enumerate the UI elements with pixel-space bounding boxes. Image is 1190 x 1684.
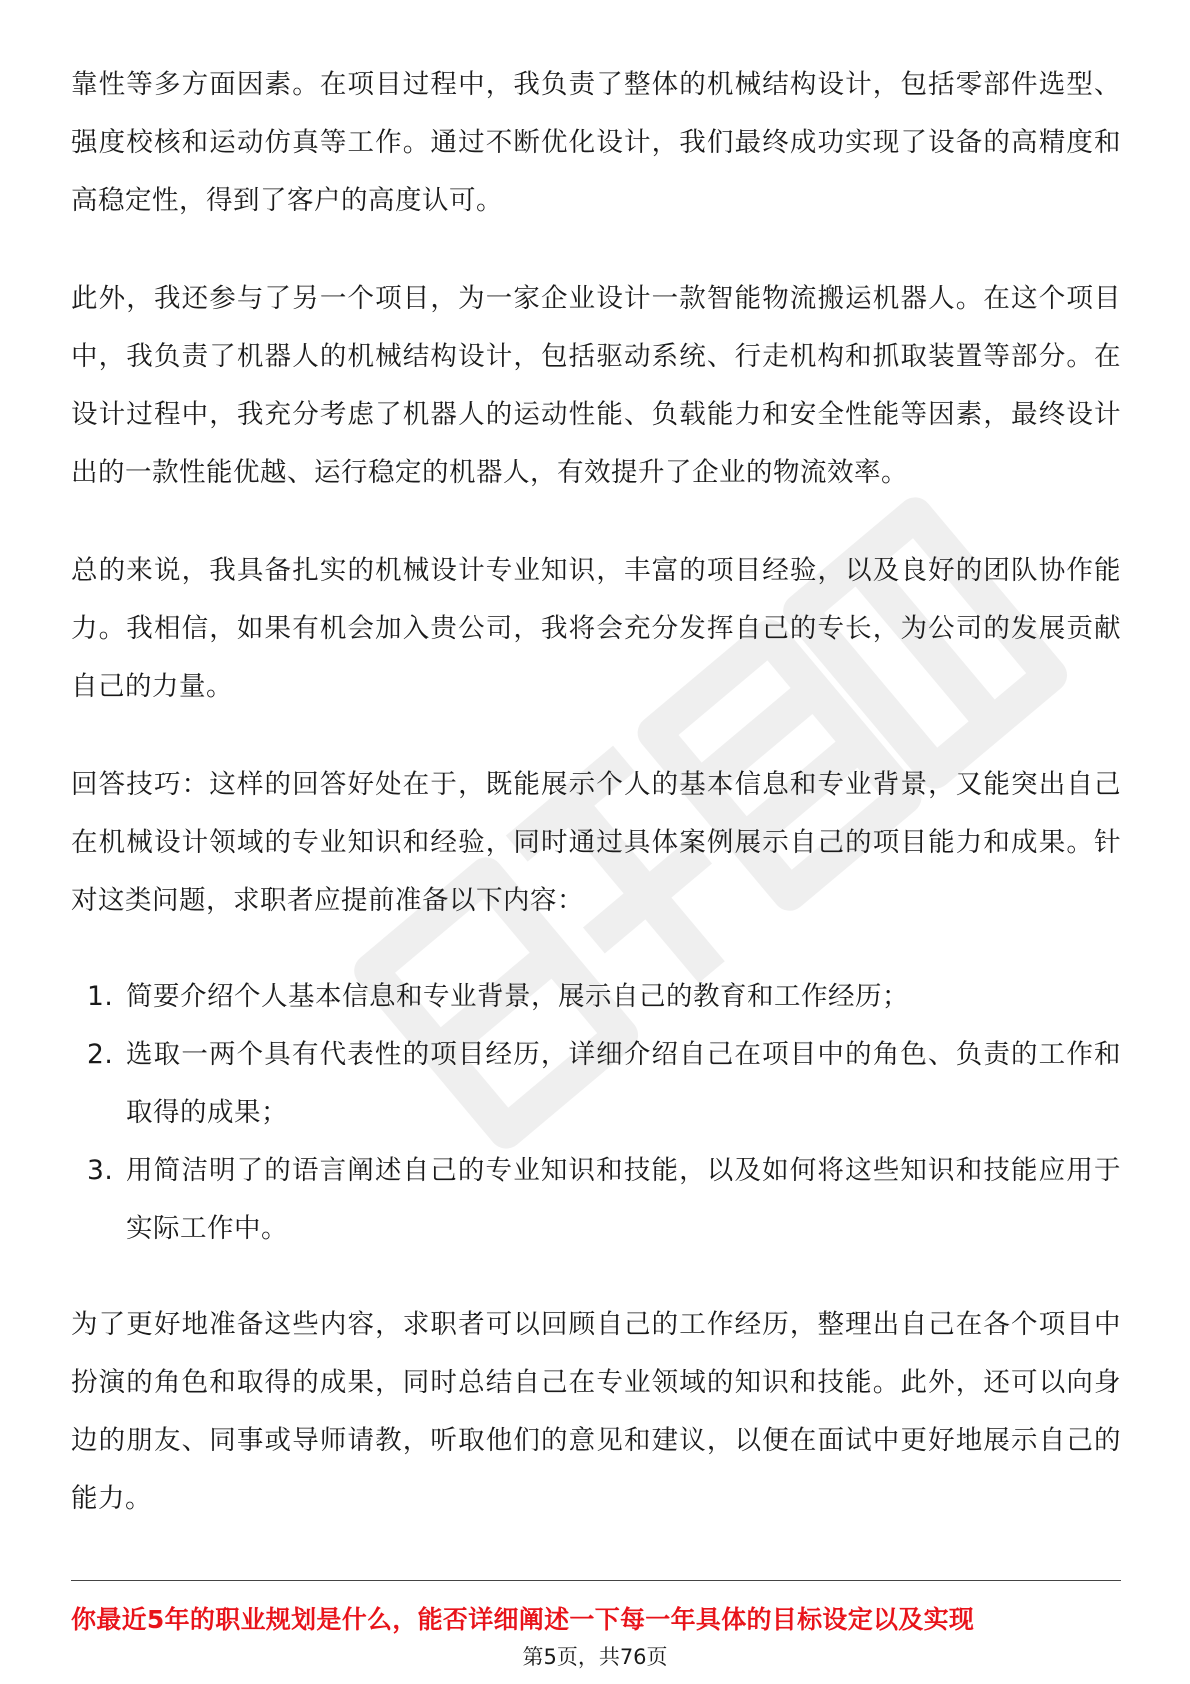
next-question-heading: 你最近5年的职业规划是什么，能否详细阐述一下每一年具体的目标设定以及实现 — [71, 1605, 975, 1634]
list-item-number: 2. — [87, 1039, 114, 1070]
list-item — [71, 968, 1121, 1026]
footer-divider — [71, 1580, 1121, 1581]
paragraph-project-2: 此外，我还参与了另一个项目，为一家企业设计一款智能物流搬运机器人。在这个项目中，我负责了机器人的机械结构设计，包括驱动系统、行走机构和抓取装置等部分。在设计过程中，我充分考虑了机器人的运动性能、负载能力和安全性能等因素，最终设计出的一款性能优越、运行稳定的机器人，有效提升了企业的物流效率。 — [71, 283, 1121, 488]
list-item-text: 用简洁明了的语言阐述自己的专业知识和技能，以及如何将这些知识和技能应用于实际工作中。 — [126, 1155, 1121, 1244]
paragraph-project-1-continued: 靠性等多方面因素。在项目过程中，我负责了整体的机械结构设计，包括零部件选型、强度校核和运动仿真等工作。通过不断优化设计，我们最终成功实现了设备的高精度和高稳定性，得到了客户的高度认可。 — [71, 69, 1121, 216]
paragraph-answer-tips: 回答技巧：这样的回答好处在于，既能展示个人的基本信息和专业背景，又能突出自己在机械设计领域的专业知识和经验，同时通过具体案例展示自己的项目能力和成果。针对这类问题，求职者应提前准备以下内容： — [71, 769, 1121, 916]
list-item — [71, 1026, 1121, 1142]
preparation-list — [71, 968, 1121, 1258]
list-item-text: 选取一两个具有代表性的项目经历，详细介绍自己在项目中的角色、负责的工作和取得的成果； — [126, 1039, 1121, 1128]
list-item-number: 1. — [87, 981, 114, 1012]
list-item-text: 简要介绍个人基本信息和专业背景，展示自己的教育和工作经历； — [126, 981, 909, 1012]
main-content — [71, 56, 1121, 1528]
paragraph-preparation-advice: 为了更好地准备这些内容，求职者可以回顾自己的工作经历，整理出自己在各个项目中扮演的角色和取得的成果，同时总结自己在专业领域的知识和技能。此外，还可以向身边的朋友、同事或导师请教，听取他们的意见和建议，以便在面试中更好地展示自己的能力。 — [71, 1309, 1121, 1514]
list-item-number: 3. — [87, 1155, 114, 1186]
page-number: 第5页，共76页 — [522, 1645, 668, 1669]
list-item — [71, 1142, 1121, 1258]
paragraph-summary: 总的来说，我具备扎实的机械设计专业知识，丰富的项目经验，以及良好的团队协作能力。我相信，如果有机会加入贵公司，我将会充分发挥自己的专长，为公司的发展贡献自己的力量。 — [71, 555, 1121, 702]
